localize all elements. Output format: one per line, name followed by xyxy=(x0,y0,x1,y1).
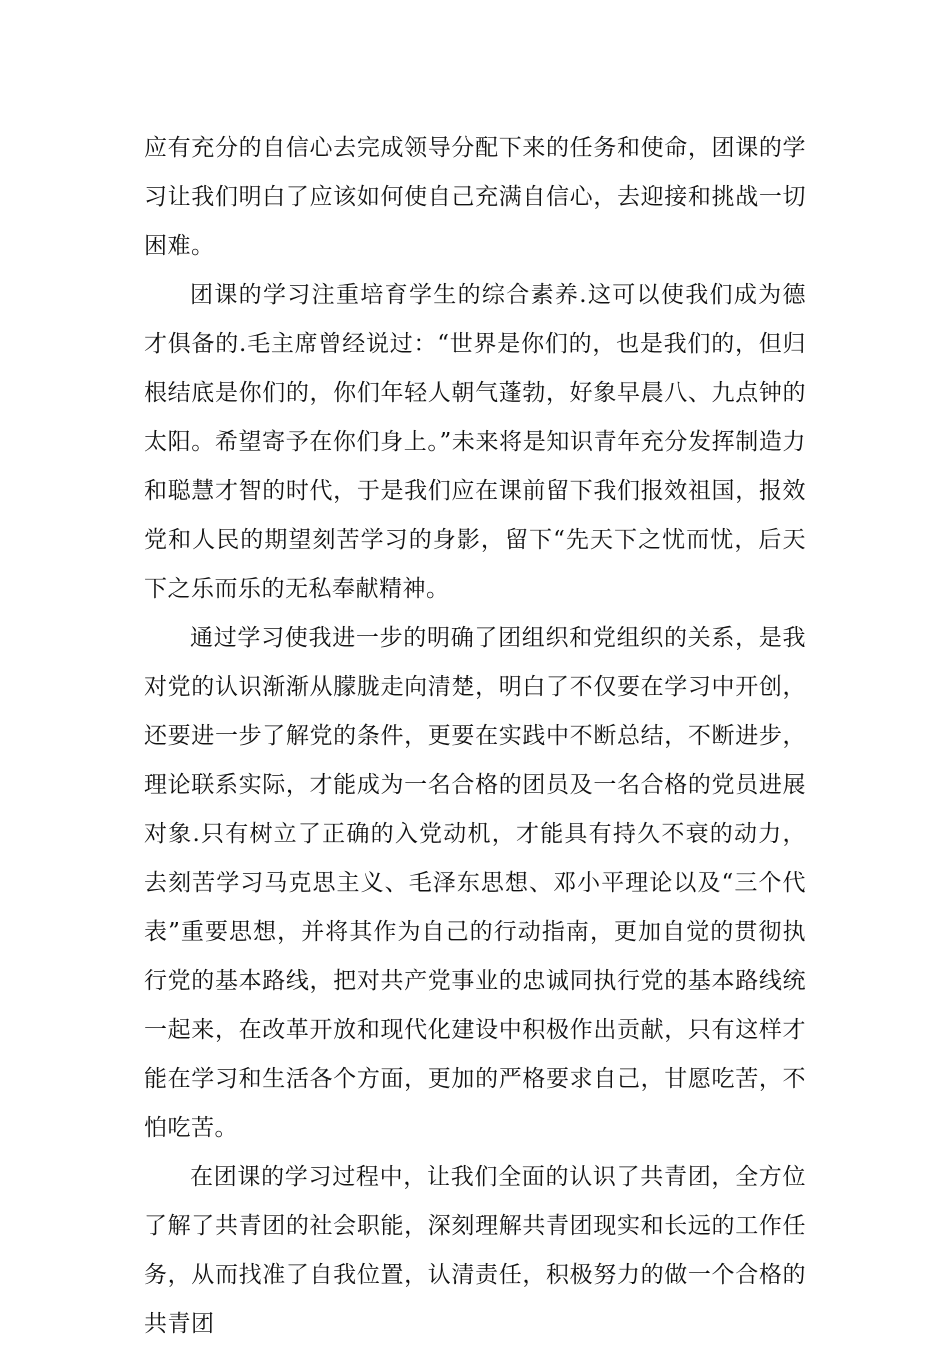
paragraph-continuation: 应有充分的自信心去完成领导分配下来的任务和使命，团课的学习让我们明白了应该如何使自己充满自信心，去迎接和挑战一切困难。 xyxy=(144,135,806,259)
paragraph-comprehensive-quality: 团课的学习注重培育学生的综合素养.这可以使我们成为德才俱备的.毛主席曾经说过：“世界是你们的，也是我们的，但归根结底是你们的，你们年轻人朝气蓬勃，好象早晨八、九点钟的太阳。希望寄予在你们身上。”未来将是知识青年充分发挥制造力和聪慧才智的时代，于是我们应在课前留下我们报效祖国，报效党和人民的期望刻苦学习的身影，留下“先天下之忧而忧，后天下之乐而乐的无私奉献精神。 xyxy=(144,282,806,602)
document-body xyxy=(144,124,806,1349)
paragraph-league-learning: 在团课的学习过程中，让我们全面的认识了共青团，全方位了解了共青团的社会职能，深刻理解共青团现实和长远的工作任务，从而找准了自我位置，认清责任，积极努力的做一个合格的共青团 xyxy=(144,1164,806,1337)
paragraph-party-relationship: 通过学习使我进一步的明确了团组织和党组织的关系，是我对党的认识渐渐从朦胧走向清楚，明白了不仅要在学习中开创，还要进一步了解党的条件，更要在实践中不断总结，不断进步，理论联系实际，才能成为一名合格的团员及一名合格的党员进展对象.只有树立了正确的入党动机，才能具有持久不衰的动力，去刻苦学习马克思主义、毛泽东思想、邓小平理论以及“三个代表”重要思想，并将其作为自己的行动指南，更加自觉的贯彻执行党的基本路线，把对共产党事业的忠诚同执行党的基本路线统一起来，在改革开放和现代化建设中积极作出贡献，只有这样才能在学习和生活各个方面，更加的严格要求自己，甘愿吃苦，不怕吃苦。 xyxy=(144,625,806,1141)
